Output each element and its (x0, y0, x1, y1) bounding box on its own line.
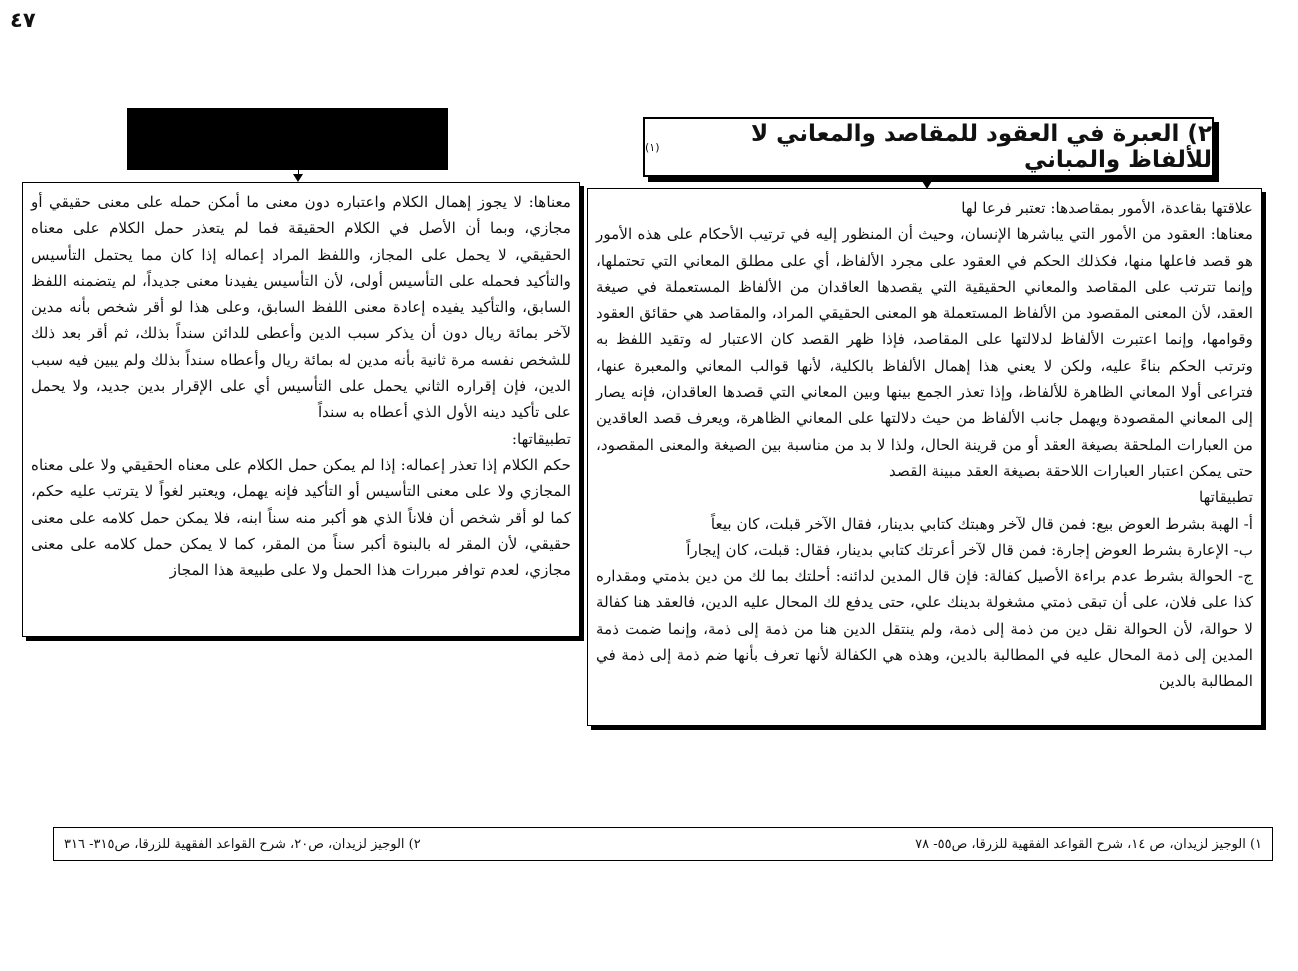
applications-heading: تطبيقاتها (1198, 488, 1253, 507)
application-paragraph: حكم الكلام إذا تعذر إعماله: إذا لم يمكن حمل الكلام على معناه الحقيقي ولا على معناه المجازي ولا على معنى التأسيس أو التأكيد فإنه يهمل، ويعتبر لغواً لا يترتب عليه حكم، كما لو أقر شخص أن فلاناً الذي هو أكبر منه سناً ابنه، فلا يمكن حمل كلامه على معنى حقيقي، لأن المقر له بالبنوة أكبر سناً من المقر، كما لا يمكن حمل كلامه على معنى مجازي، لعدم توافر مبررات هذا الحمل ولا على طبيعة هذا المجاز (31, 455, 571, 580)
application-item-c: ج- الحوالة بشرط عدم براءة الأصيل كفالة: فإن قال المدين لدائنه: أحلتك بما لك من دين بذمتي ومقداره كذا على فلان، على أن تبقى ذمتي مشغولة بدينك علي، حتى يدفع لك المحال عليه الدين، فالعقد هنا كفالة لا حوالة، لأن الحوالة نقل دين من ذمة إلى ذمة، ولم ينتقل الدين هنا من ذمة إلى ذمة، وإنما ضمت ذمة المدين إلى ذمة المحال عليه في المطالبة بالدين، وهذه هي الكفالة لأنها تعرف بأنها ضم ذمة إلى ذمة في المطالبة بالدين (596, 567, 1253, 691)
application-item-b: ب- الإعارة بشرط العوض إجارة: فمن قال لآخر أعرتك كتابي بدينار، فقال: قبلت، كان إيجاراً (686, 540, 1253, 559)
page-number: ٤٧ (10, 8, 36, 32)
applications-heading: تطبيقاتها: (511, 429, 571, 448)
footnote-1: ١) الوجيز لزيدان، ص ١٤، شرح القواعد الفقهية للزرقا، ص٥٥- ٧٨ (915, 836, 1262, 852)
meaning-paragraph: معناها: لا يجوز إهمال الكلام واعتباره دون معنى ما أمكن حمله على معنى حقيقي أو مجازي، وبما أن الأصل في الكلام الحقيقة فما لم يتعذر حمل الكلام على معناه الحقيقي، لا يحمل على المجاز، واللفظ المراد إعماله إذا كان مما يحتمل التأسيس والتأكيد فحمله على التأسيس أولى، لأن التأسيس يفيدنا معنى جديداً، لم يتضمنه اللفظ السابق، والتأكيد يفيده إعادة معنى اللفظ السابق، وعلى هذا لو أقر شخص بأنه مدين لآخر بمائة ريال دون أن يذكر سبب الدين وأعطى للدائن سنداً بذلك، ثم أقر بعد ذلك للشخص نفسه مرة ثانية بأنه مدين له بمائة ريال وأعطاه سنداً بذلك ولم يبين فيه سبب الدين، فإن إقراره الثاني يحمل على التأسيس أي على الإقرار بدين جديد، ولا يحمل على تأكيد دينه الأول الذي أعطاه به سنداً (31, 193, 571, 422)
meaning-paragraph: معناها: العقود من الأمور التي يباشرها الإنسان، وحيث أن المنظور إليه في ترتيب الأحكام على هذه الأمور هو قصد فاعلها منها، فكذلك الحكم في العقود على مجرد الألفاظ، أي على مطلق المعاني التي تحتملها، وإنما تترتب على المقاصد والمعاني الحقيقية التي يقصدها العاقدان من الألفاظ المستعملة في صيغة العقد، لأن المعنى المقصود من الألفاظ المستعملة هو المعنى الحقيقي المراد، والمقاصد هي حقائق العقود وقوامها، وإنما اعتبرت الألفاظ لدلالتها على المقاصد، فإذا ظهر القصد كان الاعتبار له وتقيد اللفظ به وترتب الحكم بناءً عليه، ولكن لا يعني هذا إهمال الألفاظ بالكلية، لأنها قوالب المعاني والمعبرة عنها، فتراعى أولا المعاني الظاهرة للألفاظ، وإذا تعذر الجمع بينها وبين المعاني التي قصدها العاقدان، فإنه يصار إلى المعاني المقصودة ويهمل جانب الألفاظ من حيث دلالتها على المعاني الظاهرة، ويعرف قصد العاقدين من العبارات الملحقة بصيغة العقد أو من قرينة الحال، ولذا لا بد من مناسبة بين الصيغة والمعنى المقصود، حتى يمكن اعتبار العبارات اللاحقة بصيغة العقد مبينة القصد (596, 225, 1253, 480)
title-footnote-ref: (١) (645, 140, 660, 154)
section-title-box (643, 117, 1214, 177)
redacted-arrow-icon (293, 174, 303, 182)
left-content-box (22, 182, 580, 637)
right-content-box (587, 188, 1262, 726)
redacted-heading-box (127, 108, 448, 170)
section-title: ٢) العبرة في العقود للمقاصد والمعاني لا للألفاظ والمباني (750, 121, 1212, 173)
footnote-2: ٢) الوجيز لزيدان، ص٢٠، شرح القواعد الفقهية للزرقا، ص٣١٥- ٣١٦ (64, 836, 421, 852)
relation-paragraph: علاقتها بقاعدة، الأمور بمقاصدها: تعتبر فرعا لها (961, 199, 1253, 217)
application-item-a: أ- الهبة بشرط العوض بيع: فمن قال لآخر وهبتك كتابي بدينار، فقال الآخر قبلت، كان بيعاً (710, 514, 1253, 533)
footnotes-box (53, 827, 1273, 861)
